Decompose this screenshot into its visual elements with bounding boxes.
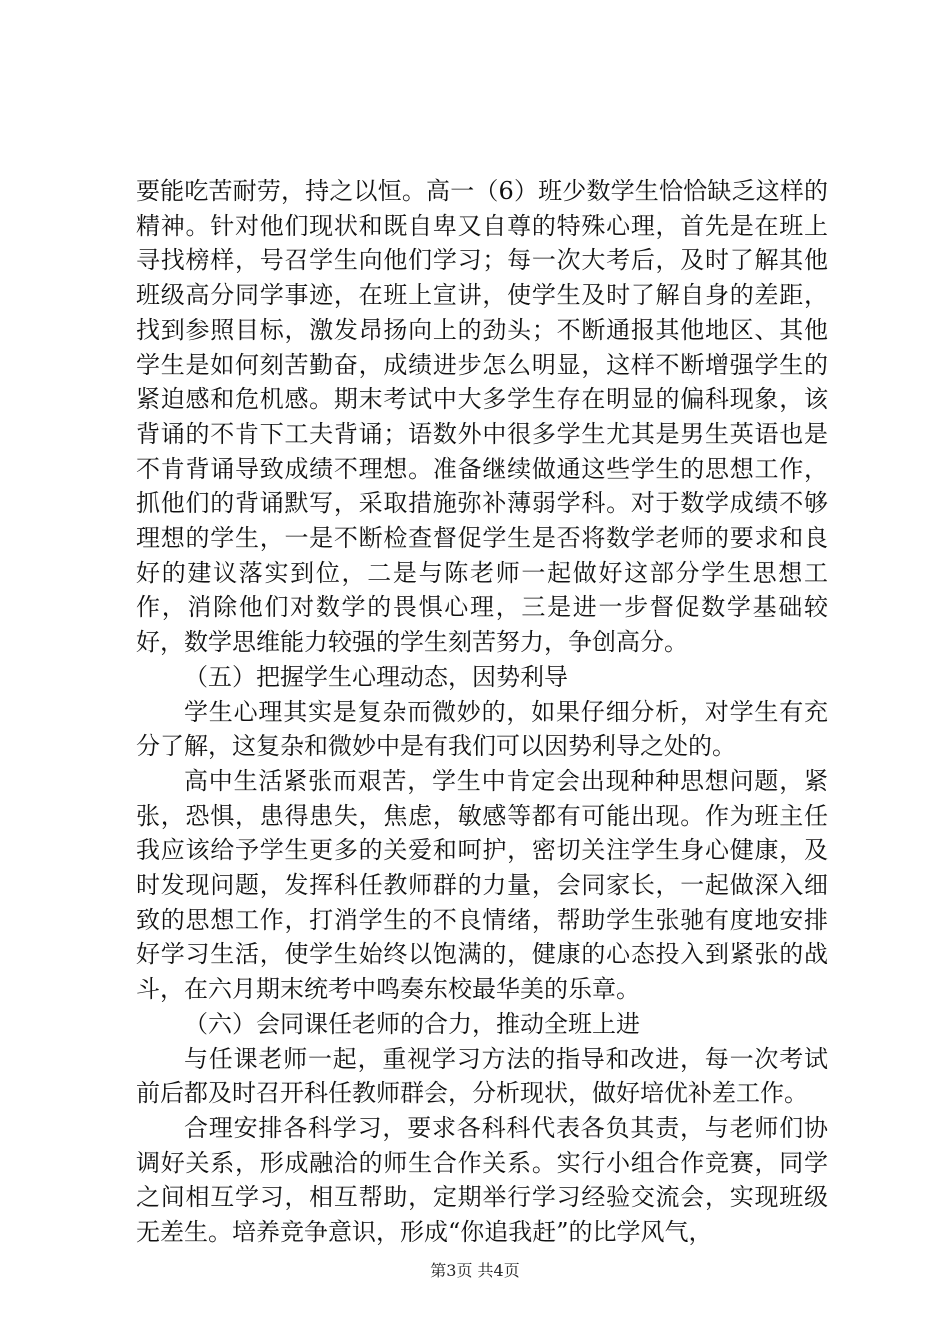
section-heading-6: （六）会同课任老师的合力，推动全班上进 bbox=[184, 1009, 640, 1038]
page-footer: 第3页 共4页 bbox=[430, 1261, 520, 1280]
paragraph-2: 学生心理其实是复杂而微妙的，如果仔细分析，对学生有充分了解，这复杂和微妙中是有我们可以因势利导之处的。 bbox=[136, 697, 828, 761]
document-body bbox=[136, 174, 828, 1250]
paragraph-4: 与任课老师一起，重视学习方法的指导和改进，每一次考试前后都及时召开科任教师群会，分析现状，做好培优补差工作。 bbox=[136, 1044, 828, 1108]
paragraph-5: 合理安排各科学习，要求各科科代表各负其责，与老师们协调好关系，形成融洽的师生合作关系。实行小组合作竞赛，同学之间相互学习，相互帮助，定期举行学习经验交流会，实现班级无差生。培养竞争意识，形成“你追我赶”的比学风气， bbox=[136, 1113, 828, 1247]
section-heading-5: （五）把握学生心理动态，因势利导 bbox=[184, 662, 568, 691]
paragraph-3: 高中生活紧张而艰苦，学生中肯定会出现种种思想问题，紧张，恐惧，患得患失，焦虑，敏感等都有可能出现。作为班主任我应该给予学生更多的关爱和呵护，密切关注学生身心健康，及时发现问题，发挥科任教师群的力量，会同家长，一起做深入细致的思想工作，打消学生的不良情绪，帮助学生张驰有度地安排好学习生活，使学生始终以饱满的，健康的心态投入到紧张的战斗，在六月期末统考中鸣奏东校最华美的乐章。 bbox=[136, 766, 828, 1004]
paragraph-1: 要能吃苦耐劳，持之以恒。高一（6）班少数学生恰恰缺乏这样的精神。针对他们现状和既自卑又自尊的特殊心理，首先是在班上寻找榜样，号召学生向他们学习；每一次大考后，及时了解其他班级高分同学事迹，在班上宣讲，使学生及时了解自身的差距，找到参照目标，激发昂扬向上的劲头；不断通报其他地区、其他学生是如何刻苦勤奋，成绩进步怎么明显，这样不断增强学生的紧迫感和危机感。期末考试中大多学生存在明显的偏科现象，该背诵的不肯下工夫背诵；语数外中很多学生尤其是男生英语也是不肯背诵导致成绩不理想。准备继续做通这些学生的思想工作，抓他们的背诵默写，采取措施弥补薄弱学科。对于数学成绩不够理想的学生，一是不断检查督促学生是否将数学老师的要求和良好的建议落实到位，二是与陈老师一起做好这部分学生思想工作，消除他们对数学的畏惧心理，三是进一步督促数学基础较好，数学思维能力较强的学生刻苦努力，争创高分。 bbox=[136, 177, 828, 657]
